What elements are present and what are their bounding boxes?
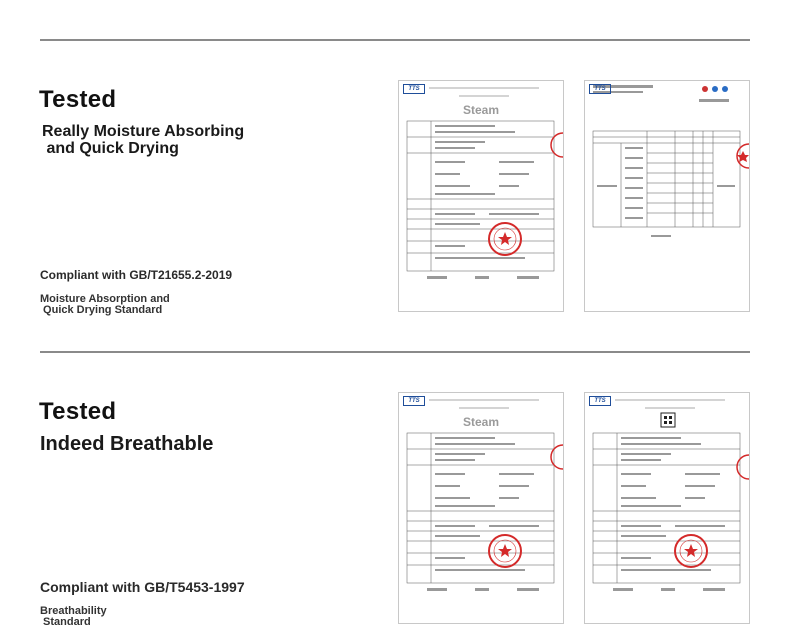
test-report-image (398, 392, 564, 624)
divider-middle (40, 351, 750, 353)
watermark-text: Steam (462, 103, 500, 117)
tts-logo-icon: TTS (403, 396, 425, 406)
report-form-graphic (585, 393, 749, 623)
divider-top (40, 39, 750, 41)
tts-logo-icon: TTS (589, 396, 611, 406)
compliance-text: Compliant with GB/T21655.2-2019 (40, 268, 233, 282)
tts-logo-icon: TTS (589, 84, 611, 94)
report-table-graphic (585, 81, 749, 311)
watermark-text: Steam (462, 415, 500, 429)
compliance-text: Compliant with GB/T5453-1997 (40, 579, 245, 595)
qr-code-icon (661, 413, 675, 427)
section-heading: Tested (39, 86, 117, 113)
red-seal-stamp-icon (489, 445, 563, 567)
red-seal-stamp-icon (737, 144, 749, 168)
feature-title: Really Moisture Absorbing and Quick Drying (42, 123, 245, 157)
test-report-image (398, 80, 564, 312)
test-report-image (584, 392, 750, 624)
test-report-image (584, 80, 750, 312)
standard-text: Breathability Standard (40, 605, 107, 628)
section-heading: Tested (39, 398, 117, 425)
standard-text: Moisture Absorption and Quick Drying Standard (40, 293, 170, 316)
red-seal-stamp-icon (489, 133, 563, 255)
feature-title: Indeed Breathable (40, 433, 214, 455)
tts-logo-icon: TTS (403, 84, 425, 94)
